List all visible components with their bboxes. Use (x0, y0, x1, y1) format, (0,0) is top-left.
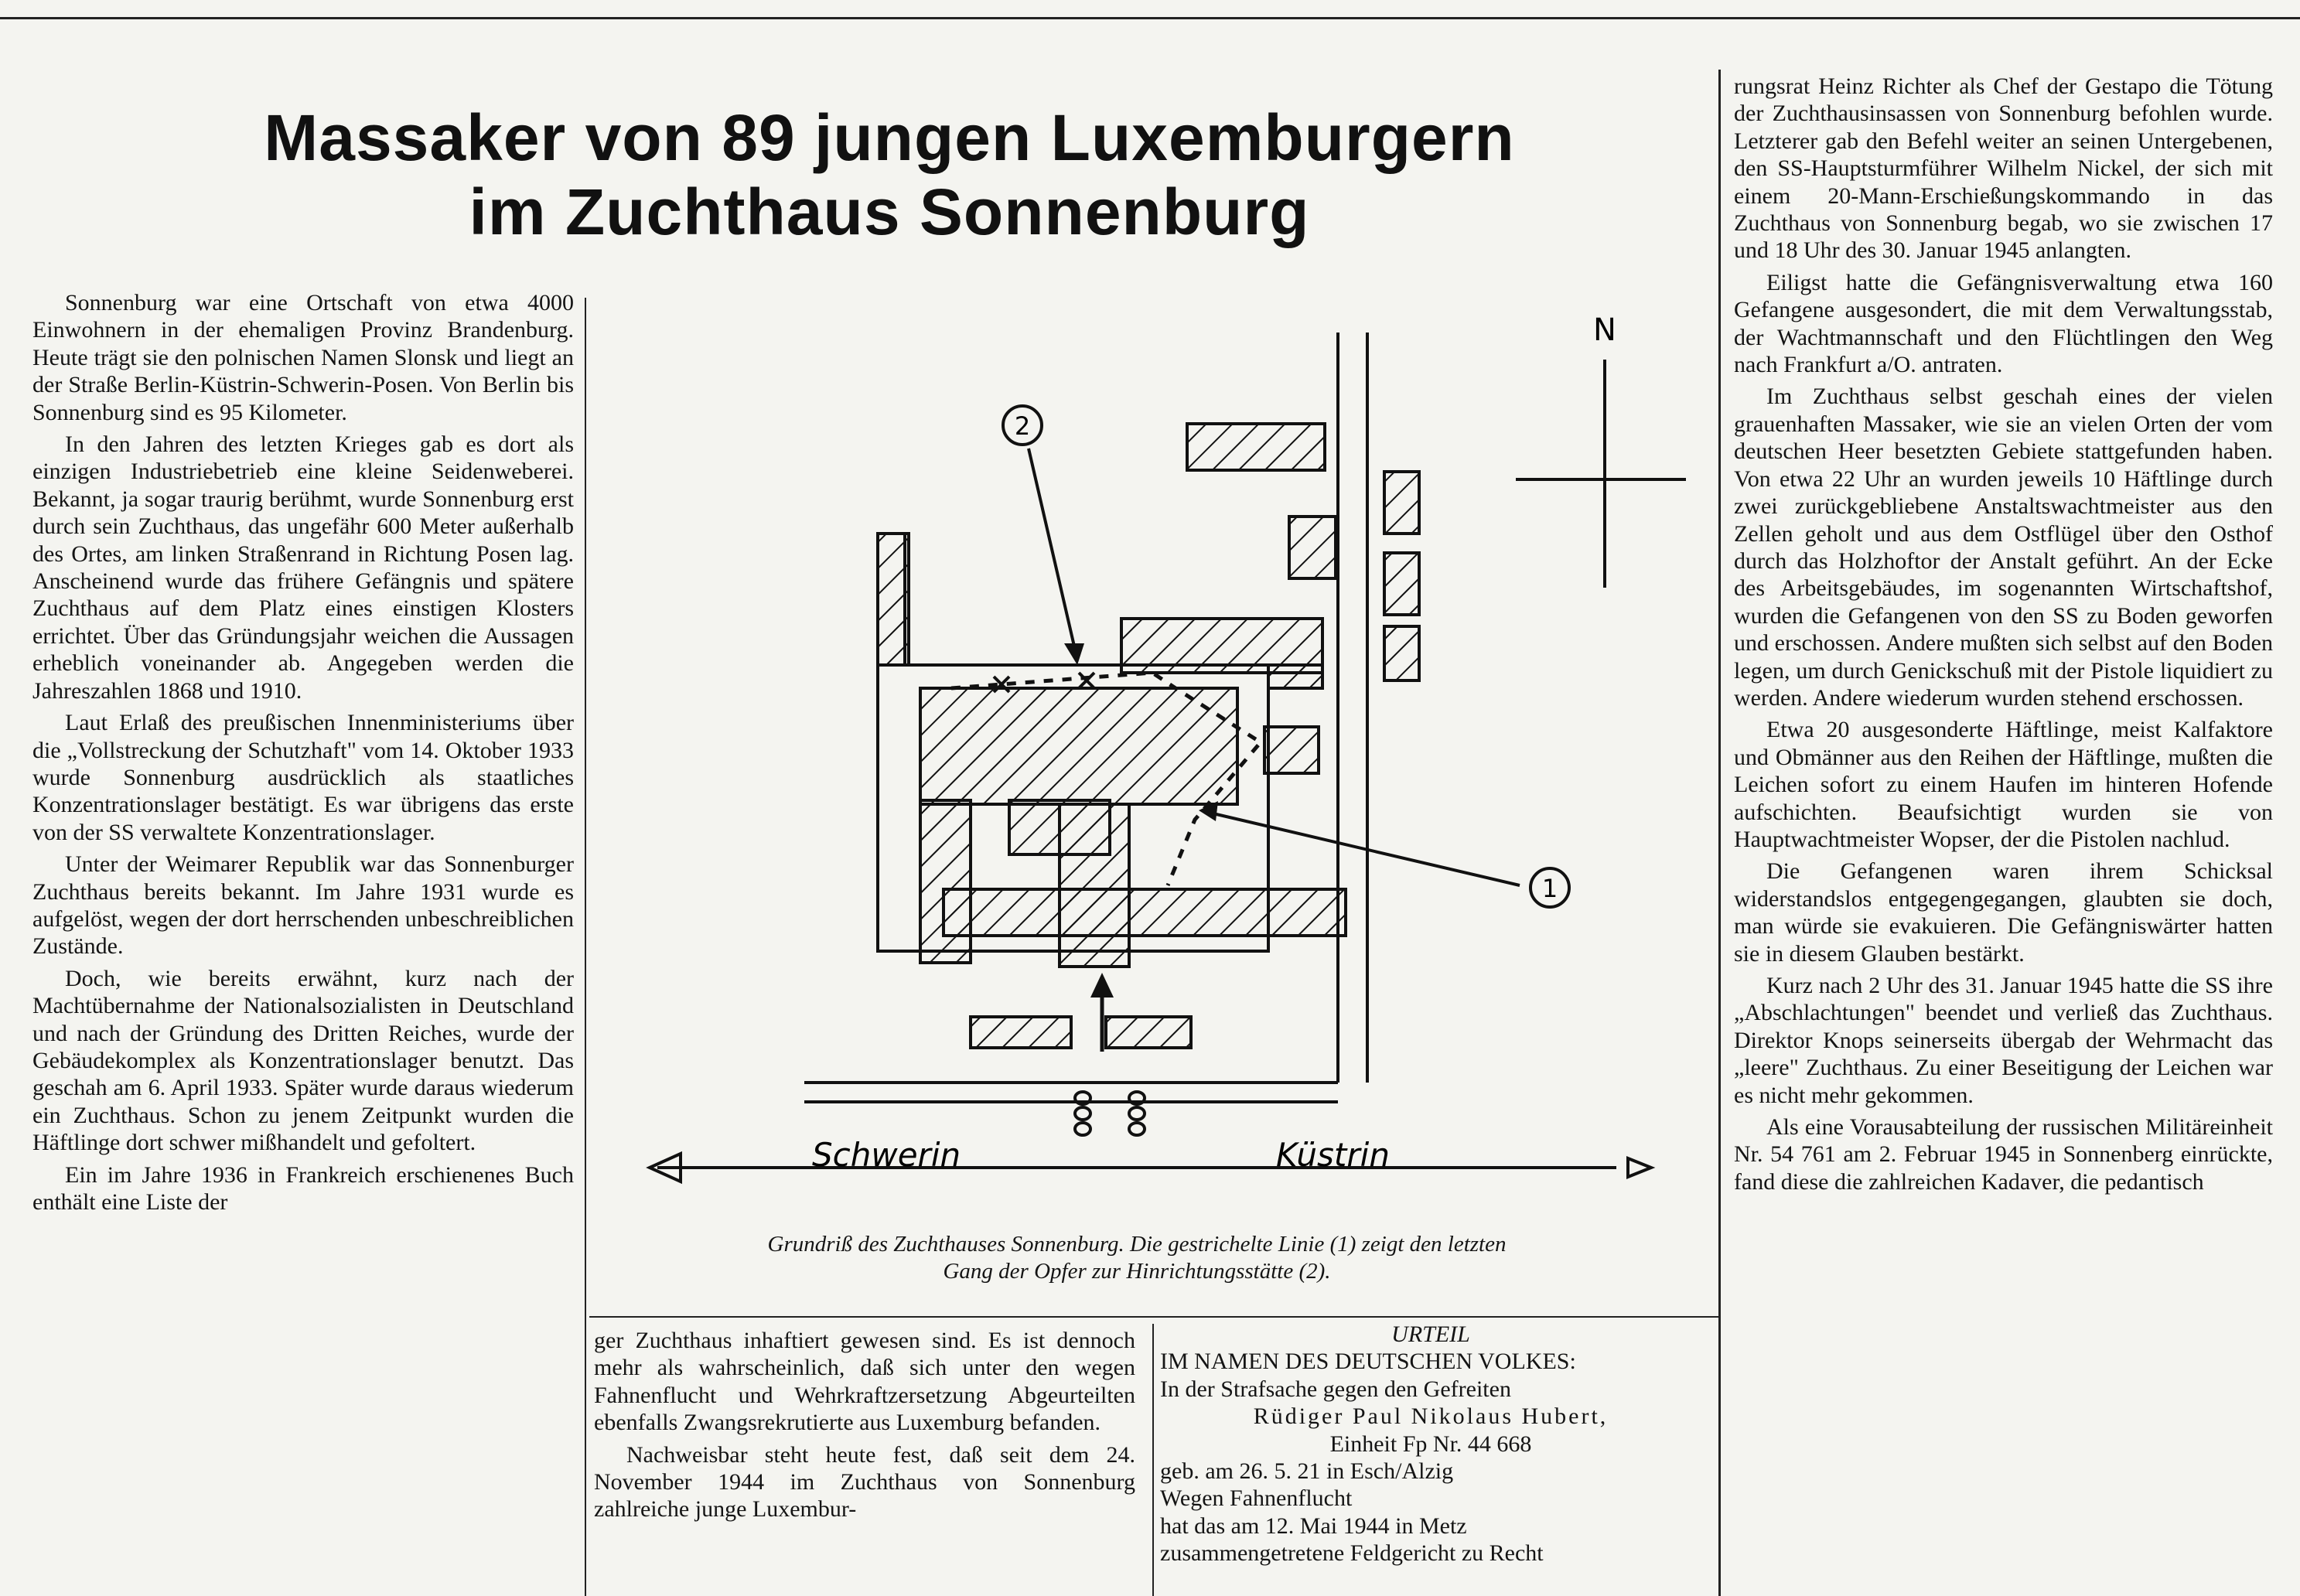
floor-plan-map (611, 309, 1694, 1206)
article-column-1 (32, 289, 574, 1220)
article-column-2 (594, 1327, 1135, 1528)
building (1384, 553, 1419, 615)
paragraph: Ein im Jahre 1936 in Frankreich erschienenes Buch enthält eine Liste der (32, 1161, 574, 1215)
gatehouse (971, 1017, 1071, 1048)
figure-caption (603, 1231, 1670, 1285)
paragraph: Nachweisbar steht heute fest, daß seit dem 24. November 1944 im Zuchthaus von Sonnenburg zahlreiche junge Luxembur- (594, 1441, 1135, 1523)
label-1: 1 (1541, 874, 1558, 903)
article-column-4 (1734, 73, 2273, 1200)
arrow-2 (1029, 448, 1075, 650)
paragraph: rungsrat Heinz Richter als Chef der Gestapo die Tötung der Zuchthausinsassen von Sonnenburg befohlen wurde. Letzterer gab den Befehl weiter an seinen Untergebenen, den SS-Hauptsturmführer Wilhelm Nickel, der sich mit einem 20-Mann-Erschießungskommando in das Zuchthaus von Sonnenburg begab, wo sie zwischen 17 und 18 Uhr des 30. Januar 1945 anlangten. (1734, 73, 2273, 264)
building (1384, 472, 1419, 534)
building-south (944, 889, 1346, 936)
road-label-kuestrin: Küstrin (1276, 1136, 1390, 1174)
urteil-line: IM NAMEN DES DEUTSCHEN VOLKES: (1160, 1349, 1576, 1375)
building (1268, 665, 1322, 688)
paragraph: Unter der Weimarer Republik war das Sonnenburger Zuchthaus bereits bekannt. Im Jahre 1931 wurde es aufgelöst, wegen der dort herrschenden unbeschreiblichen Zustände. (32, 851, 574, 960)
headline (116, 101, 1663, 249)
urteil-line: Einheit Fp Nr. 44 668 (1329, 1431, 1532, 1457)
urteil-line: Wegen Fahnenflucht (1160, 1485, 1353, 1512)
urteil-box (1160, 1321, 1701, 1567)
building (878, 534, 909, 665)
divider-right (1718, 70, 1721, 1596)
paragraph: Kurz nach 2 Uhr des 31. Januar 1945 hatte die SS ihre „Abschlachtungen" beendet und verließ das Zuchthaus. Direktor Knops seinerseits übergab der Wehrmacht das „leere" Zuchthaus. Zu einer Beseitigung der Leichen war es nicht mehr gekommen. (1734, 973, 2273, 1108)
paragraph: Die Gefangenen waren ihrem Schicksal widerstandslos entgegengegangen, glaubten sie doch, man würde sie evakuieren. Die Gefängniswärter hatten sie in diesem Glauben bestärkt. (1734, 858, 2273, 967)
building (1384, 626, 1419, 680)
divider-left (585, 298, 586, 1596)
figure-rule (589, 1316, 1718, 1318)
building (1264, 727, 1319, 773)
arrow-1 (1206, 812, 1520, 885)
north-label: N (1593, 312, 1616, 348)
headline-line-1: Massaker von 89 jungen Luxemburgern (264, 101, 1515, 174)
urteil-heading: URTEIL (1391, 1321, 1470, 1347)
caption-line-2: Gang der Opfer zur Hinrichtungsstätte (2). (943, 1259, 1331, 1284)
paragraph: ger Zuchthaus inhaftiert gewesen sind. Es ist dennoch mehr als wahrscheinlich, daß sich unter den wegen Fahnenflucht und Wehrkraftzersetzung Abgeurteilten ebenfalls Zwangsrekrutierte aus Luxemburg befanden. (594, 1328, 1135, 1436)
caption-line-1: Grundriß des Zuchthauses Sonnenburg. Die gestrichelte Linie (1) zeigt den letzten (767, 1232, 1507, 1257)
top-rule (0, 17, 2300, 19)
urteil-line: zusammengetretene Feldgericht zu Recht (1160, 1540, 1544, 1567)
urteil-line: geb. am 26. 5. 21 in Esch/Alzig (1160, 1458, 1454, 1485)
divider-urteil (1152, 1324, 1154, 1596)
paragraph: Sonnenburg war eine Ortschaft von etwa 4000 Einwohnern in der ehemaligen Provinz Brandenburg. Heute trägt sie den polnischen Namen Slonsk und liegt an der Straße Berlin-Küstrin-Schwerin-Posen. Von Berlin bis Sonnenburg sind es 95 Kilometer. (32, 290, 574, 425)
paragraph: Im Zuchthaus selbst geschah eines der vielen grauenhaften Massaker, wie sie an vielen Orten der vom deutschen Heer besetzten Gebiete stattgefunden haben. Von etwa 22 Uhr an wurden jeweils 10 Häftlinge durch zwei zurückgebliebene Anstaltswachtmeister aus den Zellen geholt und aus dem Ostflügel über den Osthof durch das Holzhoftor der Anstalt geführt. An der Ecke des Arbeitsgebäudes, im sogenannten Wirtschaftshof, wurden die Gefangenen von den SS zu Boden geworfen und erschossen. Andere mußten sich selbst auf den Boden legen, um durch Genickschuß mit der Pistole liquidiert zu werden. Andere wiederum wurden stehend erschossen. (1734, 384, 2273, 711)
urteil-name: Rüdiger Paul Nikolaus Hubert, (1253, 1403, 1609, 1430)
building-west-wing (920, 800, 971, 963)
paragraph: Eiligst hatte die Gefängnisverwaltung etwa 160 Gefangene ausgesondert, die mit dem Verwaltungsstab, der Wachtmannschaft und den Flüchtlingen den Weg nach Frankfurt a/O. antraten. (1734, 269, 2273, 378)
urteil-line: hat das am 12. Mai 1944 in Metz (1160, 1512, 1467, 1539)
paragraph: Laut Erlaß des preußischen Innenministeriums über die „Vollstreckung der Schutzhaft" vom 14. Oktober 1933 wurde Sonnenburg ausdrücklich als staatliches Konzentrationslager bestätigt. Es war übrigens das erste von der SS verwaltete Konzentrationslager. (32, 710, 574, 845)
building-main-north (920, 688, 1237, 804)
paragraph: In den Jahren des letzten Krieges gab es dort als einzigen Industriebetrieb eine kleine Seidenweberei. Bekannt, ja sogar traurig berühmt, wurde Sonnenburg erst durch sein Zuchthaus, das ungefähr 600 Meter außerhalb des Ortes, am linken Straßenrand in Richtung Posen lag. Anscheinend wurde das frühere Gefängnis und spätere Zuchthaus auf dem Platz eines einstigen Klosters errichtet. Über das Gründungsjahr weichen die Aussagen erheblich voneinander ab. Angegeben werden die Jahreszahlen 1868 und 1910. (32, 431, 574, 704)
road-label-schwerin: Schwerin (812, 1136, 961, 1174)
headline-line-2: im Zuchthaus Sonnenburg (469, 176, 1310, 248)
paragraph: Etwa 20 ausgesonderte Häftlinge, meist Kalfaktore und Obmänner aus den Reihen der Häftlinge, mußten die Leichen sofort zu einem Haufen im hinteren Hofende aufschichten. Beaufsichtigt wurden sie von Hauptwachtmeister Wopser, der die Pistolen nachlud. (1734, 717, 2273, 852)
building (1187, 424, 1325, 470)
urteil-line: In der Strafsache gegen den Gefreiten (1160, 1376, 1511, 1402)
gatehouse (1106, 1017, 1191, 1048)
label-2: 2 (1014, 411, 1031, 441)
building-center (1060, 804, 1129, 967)
paragraph: Doch, wie bereits erwähnt, kurz nach der Machtübernahme der Nationalsozialisten in Deutschland und nach der Gründung des Dritten Reiches, wurde der Gebäudekomplex als Konzentrationslager benutzt. Das geschah am 6. April 1933. Später wurde daraus wiederum ein Zuchthaus. Schon zu jenem Zeitpunkt wurden die Häftlinge dort schwer mißhandelt und gefoltert. (32, 965, 574, 1156)
paragraph: Als eine Vorausabteilung der russischen Militäreinheit Nr. 54 761 am 2. Februar 1945 in Sonnenberg einrückte, fand diese die zahlreichen Kadaver, die pedantisch (1734, 1114, 2273, 1195)
building (1289, 517, 1336, 578)
